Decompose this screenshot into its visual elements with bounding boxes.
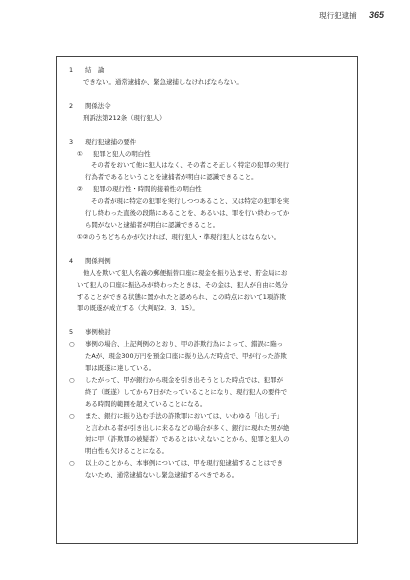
content-box <box>56 56 358 544</box>
case-item: ○ 事例の場合、上記判例のとおり、甲の詐欺行為によって、錯誤に陥っ たAが、現金300万円を預金口座に振り込んだ時点で、甲が行った詐欺 罪は既遂に達している。 <box>69 340 287 373</box>
precedent-text: 罪の既遂が成立する（大判昭2．3．15）。 <box>77 304 199 313</box>
section-number: 3 <box>69 137 74 146</box>
bullet-circle: ○ <box>69 459 75 468</box>
section-title: 関係判例 <box>85 256 111 265</box>
circled-number: ② <box>77 185 83 194</box>
case-item: ○ また、銀行に振り込む手法の詐欺罪においては、いわゆる「出し子」 と言われる者が引き出しに来るなどの場合が多く、銀行に現れた男が絶 対に甲（詐欺罪の被疑者）であるとはいえないことから、犯罪と犯人の 明白性も欠けることになる。 <box>69 411 290 456</box>
section-number: 2 <box>69 101 74 110</box>
section-number: 4 <box>69 256 74 265</box>
bullet-circle: ○ <box>69 411 75 420</box>
section-1-body: できない。通常逮捕か、緊急逮捕しなければならない。 <box>83 77 243 86</box>
requirement-1-text: 行為者であるということを逮捕者が明白に認識できること。 <box>85 173 258 182</box>
requirement-note: ①②のうちどちらかが欠ければ、現行犯人・準現行犯人とはならない。 <box>77 232 281 241</box>
section-1-heading <box>69 65 349 77</box>
requirement-2-text: ら間がないと逮捕者が明白に認識できること。 <box>85 220 220 229</box>
section-2-body: 刑訴法第212条（現行犯人） <box>83 113 166 122</box>
requirement-2-title: ② 犯罪の現行性・時間的接着性の明白性 <box>69 184 349 196</box>
case-item: ○ 以上のことから、本事例については、甲を現行犯逮捕することはでき ないため、通常逮捕ないし緊急逮捕するべきである。 <box>69 459 283 480</box>
case-item: ○ したがって、甲が銀行から現金を引き出そうとした時点では、犯罪が 終了（既遂）してから7日がたっていることになり、現行犯人の要件で ある時間的範囲を超えていることになる。 <box>69 375 288 408</box>
section-5-heading <box>69 327 349 339</box>
precedent-text: いて犯人の口座に振込みが終わったときは、その金は、犯人が自由に処分 <box>77 280 288 289</box>
requirement-1-text: その者をおいて他に犯人はなく、その者こそ正しく特定の犯罪の実行 <box>91 161 289 170</box>
section-title: 結 論 <box>85 66 105 74</box>
requirement-1-title: ① 犯罪と犯人の明白性 <box>69 149 349 161</box>
section-3-heading <box>69 137 349 149</box>
section-number: 5 <box>69 328 74 337</box>
section-2-heading <box>69 101 349 113</box>
section-title: 事例検討 <box>85 328 111 337</box>
bullet-circle: ○ <box>69 340 75 349</box>
precedent-text: することができる状態に置かれたと認められ、この時点において1項詐欺 <box>77 292 286 301</box>
requirement-2-text: 行し終わった直後の段階にあることを、あるいは、罪を行い終わってか <box>85 209 290 218</box>
precedent-text: 他人を欺いて犯人名義の郵便振替口座に現金を振り込ませ、貯金局にお <box>83 268 288 277</box>
section-title: 関係法令 <box>85 101 111 110</box>
bullet-circle: ○ <box>69 375 75 384</box>
section-number: 1 <box>69 66 74 74</box>
page-number: 365 <box>368 10 384 20</box>
section-title: 現行犯逮捕の要件 <box>85 137 137 146</box>
circled-number: ① <box>77 149 83 158</box>
requirement-2-text: その者が現に特定の犯罪を実行しつつあること、又は特定の犯罪を実 <box>91 197 290 206</box>
section-4-heading <box>69 256 349 268</box>
running-header <box>319 10 384 21</box>
running-title: 現行犯逮捕 <box>319 11 357 20</box>
